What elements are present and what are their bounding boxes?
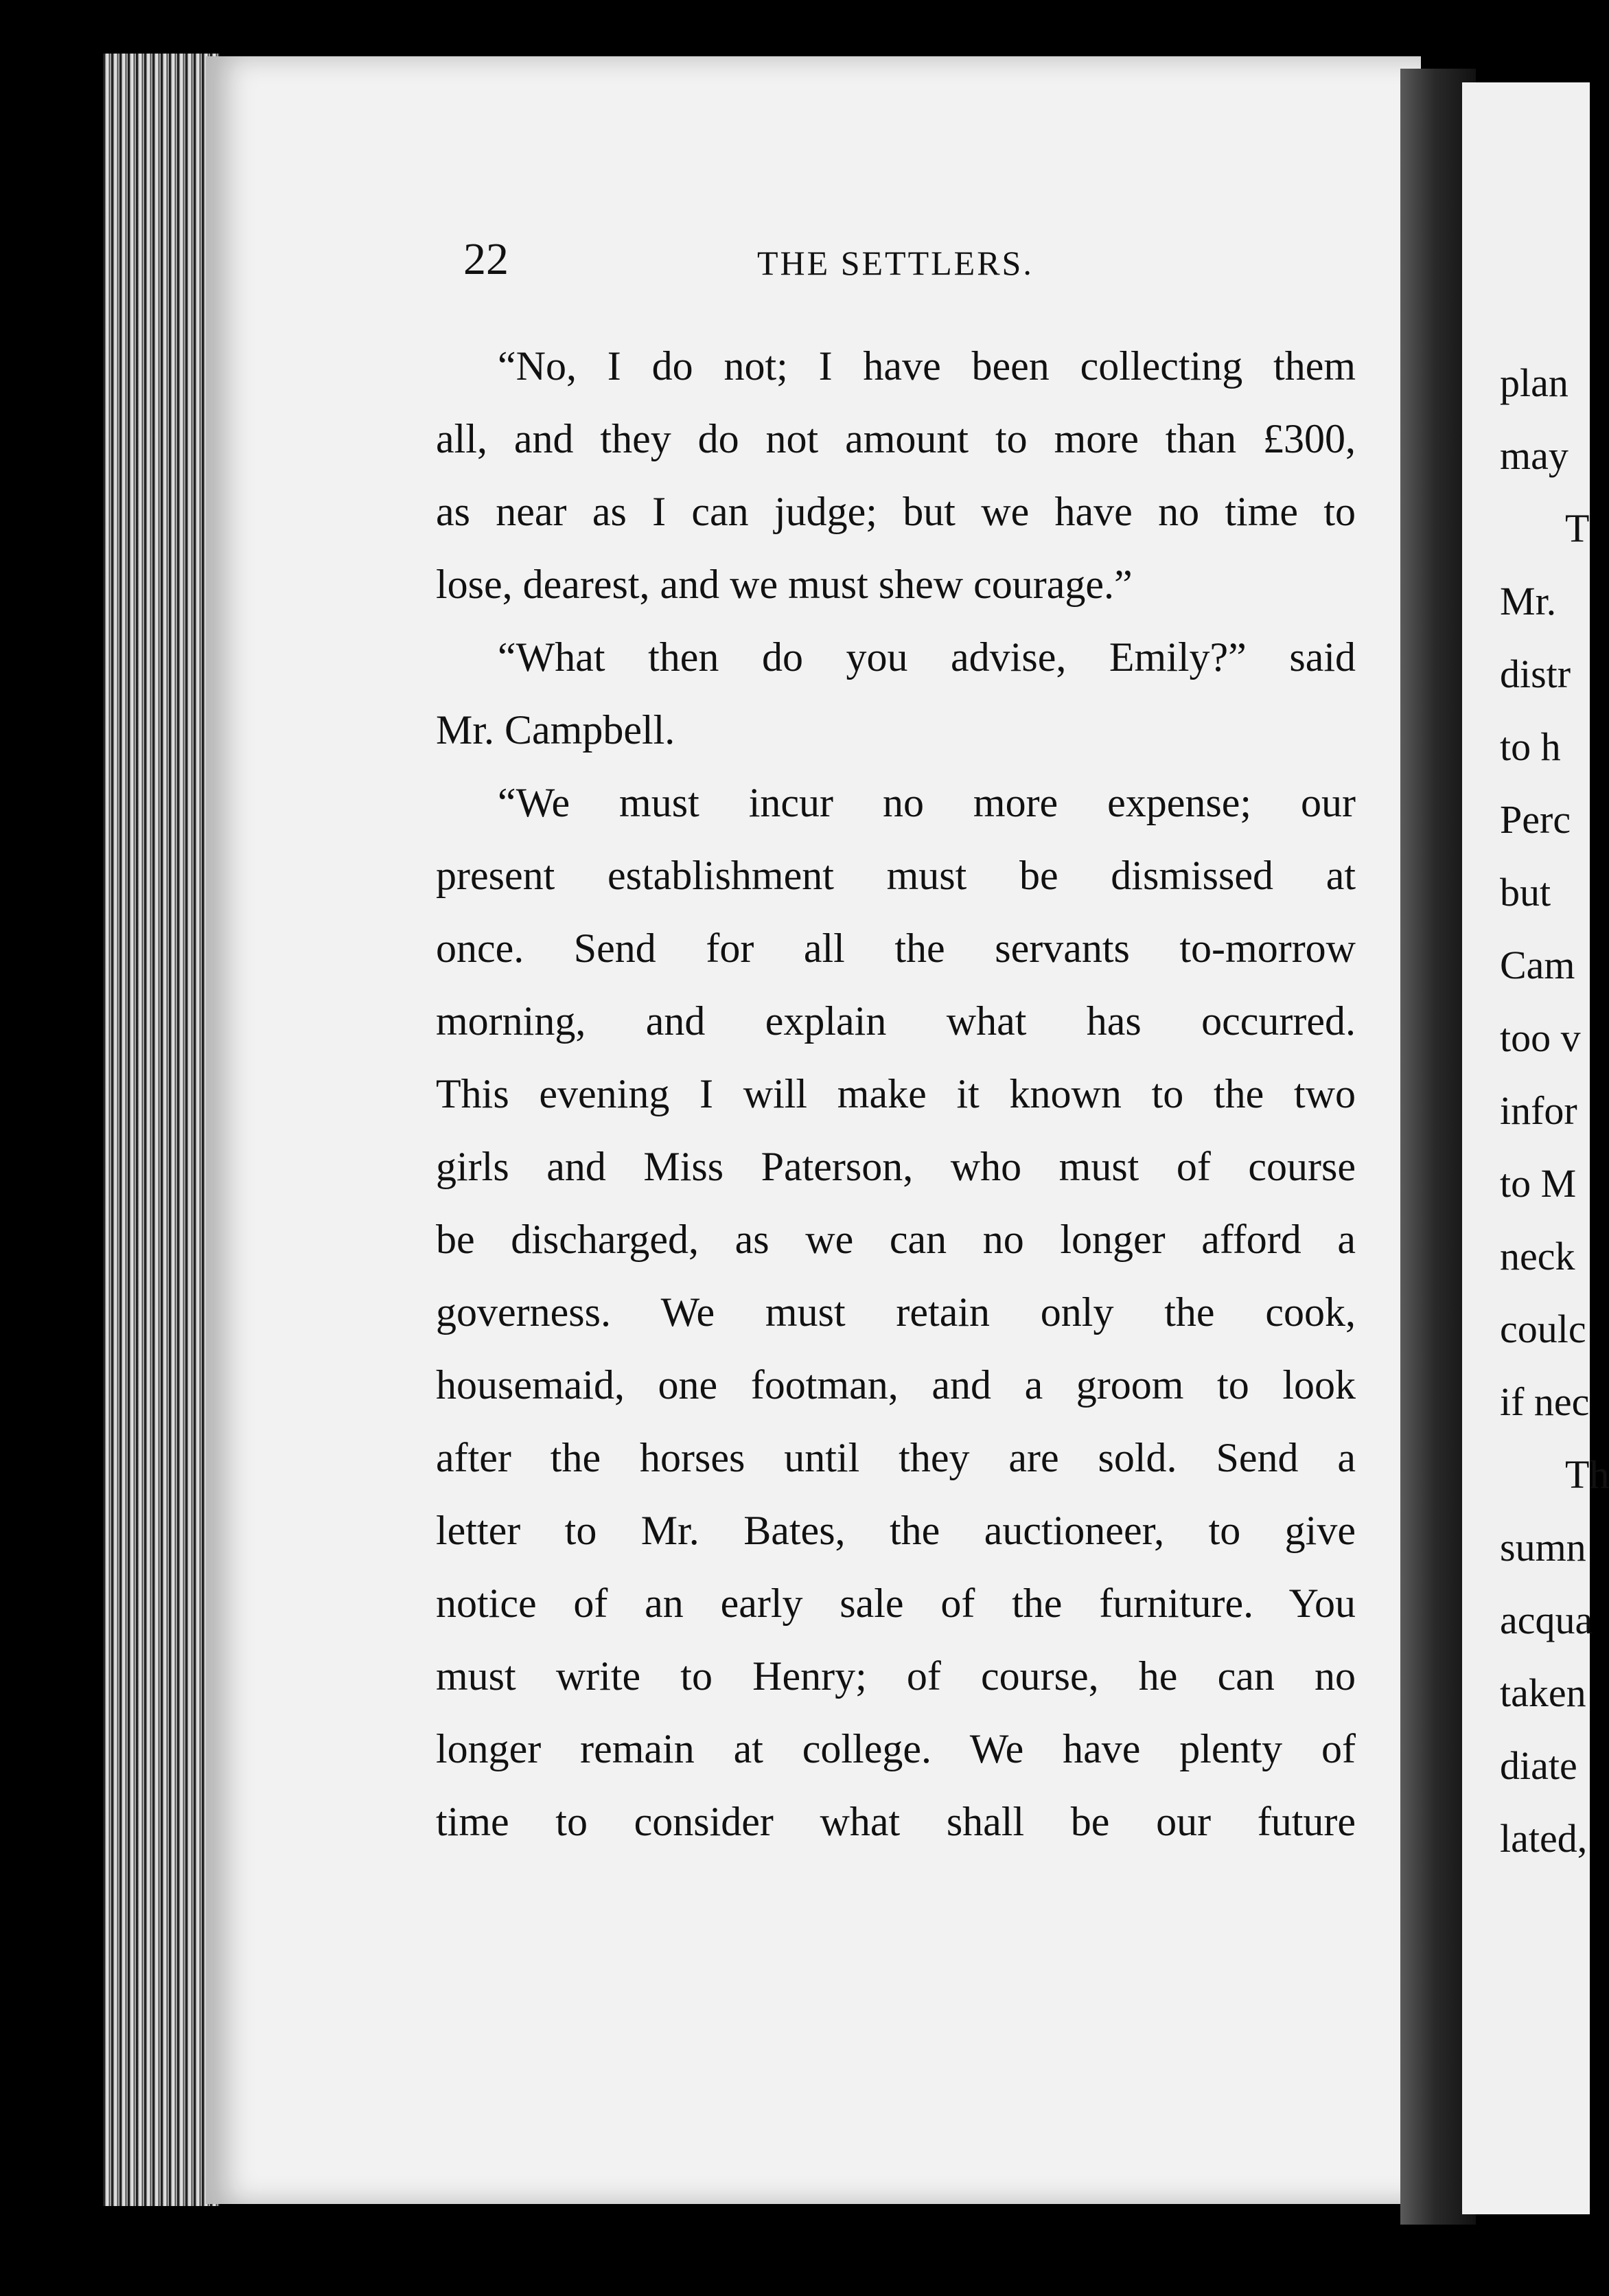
next-page-line-fragment: neck <box>1500 1234 1575 1278</box>
text-line: notice of an early sale of the furniture. You <box>436 1581 1356 1626</box>
text-line: governess. We must retain only the cook, <box>436 1289 1356 1335</box>
next-page-line-fragment: may <box>1500 433 1569 478</box>
text-line: once. Send for all the servants to-morrow <box>436 926 1356 971</box>
page-edges <box>103 54 220 2206</box>
text-line: girls and Miss Paterson, who must of course <box>436 1144 1356 1189</box>
next-page-line-fragment: diate <box>1500 1743 1577 1788</box>
next-page-line-fragment: to h <box>1500 724 1561 769</box>
text-line: Mr. Campbell. <box>436 707 675 753</box>
text-line: “No, I do not; I have been collecting them <box>498 343 1356 389</box>
text-line: This evening I will make it known to the two <box>436 1071 1356 1116</box>
text-line: must write to Henry; of course, he can no <box>436 1653 1356 1699</box>
next-page-line-fragment: taken <box>1500 1671 1586 1715</box>
page-header <box>453 233 1359 288</box>
next-page-line-fragment: sumn <box>1500 1525 1586 1570</box>
text-line: “We must incur no more expense; our <box>498 780 1356 825</box>
text-line: “What then do you advise, Emily?” said <box>498 634 1356 680</box>
next-page-line-fragment: plan <box>1500 360 1569 405</box>
next-page-line-fragment: infor <box>1500 1088 1577 1133</box>
next-page-line-fragment: acqua <box>1500 1598 1593 1642</box>
text-line: letter to Mr. Bates, the auctioneer, to give <box>436 1508 1356 1553</box>
next-page-line-fragment: to M <box>1500 1161 1577 1206</box>
text-line: after the horses until they are sold. Send a <box>436 1435 1356 1480</box>
text-line: lose, dearest, and we must shew courage.” <box>436 562 1133 607</box>
next-page-line-fragment: Cam <box>1500 943 1575 987</box>
text-line: be discharged, as we can no longer afford a <box>436 1217 1356 1262</box>
next-page-text <box>1500 347 1609 1875</box>
next-page-line-fragment: coulc <box>1500 1307 1586 1351</box>
text-line: housemaid, one footman, and a groom to look <box>436 1362 1356 1408</box>
next-page-line-fragment: Perc <box>1500 797 1571 842</box>
text-line: morning, and explain what has occurred. <box>436 998 1356 1044</box>
text-line: as near as I can judge; but we have no time to <box>436 489 1356 534</box>
next-page-line-fragment: Th <box>1565 1452 1609 1497</box>
next-page-line-fragment: Mr. <box>1500 579 1557 623</box>
next-page-line-fragment: but <box>1500 870 1551 915</box>
next-page-line-fragment: T <box>1565 506 1590 551</box>
text-line: all, and they do not amount to more than £300, <box>436 416 1356 461</box>
next-page-line-fragment: if nec <box>1500 1379 1590 1424</box>
running-head: THE SETTLERS. <box>757 244 1034 282</box>
body-text <box>436 330 1356 1858</box>
next-page-line-fragment: too v <box>1500 1015 1581 1060</box>
next-page-line-fragment: distr <box>1500 652 1571 696</box>
text-line: longer remain at college. We have plenty of <box>436 1726 1356 1771</box>
page-number: 22 <box>463 234 509 284</box>
text-line: present establishment must be dismissed at <box>436 853 1356 898</box>
text-line: time to consider what shall be our future <box>436 1799 1356 1844</box>
next-page-line-fragment: lated, <box>1500 1816 1588 1861</box>
